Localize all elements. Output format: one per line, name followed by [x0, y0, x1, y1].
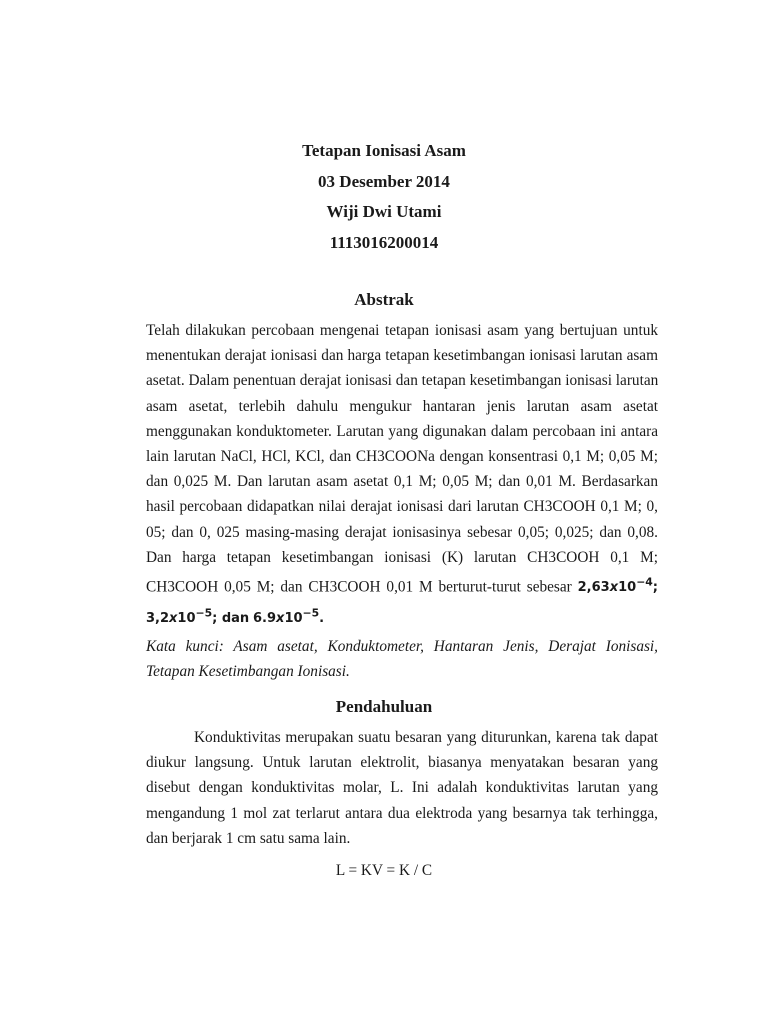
abstract-line: lain larutan NaCl, HCl, KCl, dan CH3COONa dengan konsentrasi 0,1 M; 0,05 M;	[146, 448, 658, 466]
abstract-line: Telah dilakukan percobaan mengenai tetapan ionisasi asam yang bertujuan untuk	[146, 322, 658, 339]
abstract-body	[146, 318, 658, 631]
author-name: Wiji Dwi Utami	[326, 202, 442, 221]
keywords	[146, 634, 658, 684]
abstract-line: menentukan derajat ionisasi dan harga tetapan kesetimbangan ionisasi larutan asam	[146, 347, 658, 365]
introduction-body	[146, 725, 658, 851]
keywords-line: Kata kunci: Asam asetat, Konduktometer, Hantaran Jenis, Derajat Ionisasi,	[146, 638, 658, 655]
introduction-heading: Pendahuluan	[335, 697, 433, 716]
title-block	[0, 136, 768, 258]
abstract-line: asetat. Dalam penentuan derajat ionisasi dan tetapan kesetimbangan ionisasi larutan	[146, 372, 659, 390]
abstract-line: hasil percobaan didapatkan nilai derajat ionisasi dari larutan CH3COOH 0,1 M; 0,	[146, 498, 658, 516]
intro-line: disebut dengan konduktivitas molar, L. Ini adalah konduktivitas larutan yang	[146, 779, 658, 797]
conductivity-equation: L = KV = K / C	[335, 862, 433, 879]
abstract-line-with-constant	[146, 570, 658, 601]
constant-k3: $6.9x10^{-5}$.	[253, 606, 325, 626]
abstract-line-constants	[146, 601, 658, 632]
abstract-line: 05; dan 0, 025 masing-masing derajat ionisasinya sebesar 0,05; 0,025; dan 0,08.	[146, 523, 658, 541]
constant-k2: $3,2x10^{-5}$; dan	[146, 606, 250, 626]
abstract-line: asam asetat, terlebih dahulu mengukur hantaran jenis larutan asam asetat	[146, 397, 658, 415]
intro-line: diukur langsung. Untuk larutan elektrolit, biasanya menyatakan besaran yang	[146, 754, 658, 772]
abstract-line: menggunakan konduktometer. Larutan yang digunakan dalam percobaan ini antara	[146, 422, 658, 440]
keywords-line: Tetapan Kesetimbangan Ionisasi.	[146, 663, 350, 681]
abstract-line-text: CH3COOH 0,05 M; dan CH3COOH 0,01 M berturut-turut sebesar	[146, 578, 572, 596]
abstract-line: dan 0,025 M. Dan larutan asam asetat 0,1 M; 0,05 M; dan 0,01 M. Berdasarkan	[146, 473, 658, 491]
paper-date: 03 Desember 2014	[318, 171, 450, 191]
abstract-line: Dan harga tetapan kesetimbangan ionisasi (K) larutan CH3COOH 0,1 M;	[146, 548, 658, 566]
paper-title: Tetapan Ionisasi Asam	[302, 141, 466, 160]
student-id: 1113016200014	[329, 232, 439, 252]
intro-line: Konduktivitas merupakan suatu besaran yang diturunkan, karena tak dapat	[194, 729, 658, 746]
intro-line: dan berjarak 1 cm satu sama lain.	[146, 829, 351, 847]
abstract-heading: Abstrak	[354, 290, 414, 309]
constant-k1: $2,63x10^{-4}$;	[577, 576, 658, 596]
intro-line: mengandung 1 mol zat terlarut antara dua elektroda yang besarnya tak terhingga,	[146, 804, 658, 822]
